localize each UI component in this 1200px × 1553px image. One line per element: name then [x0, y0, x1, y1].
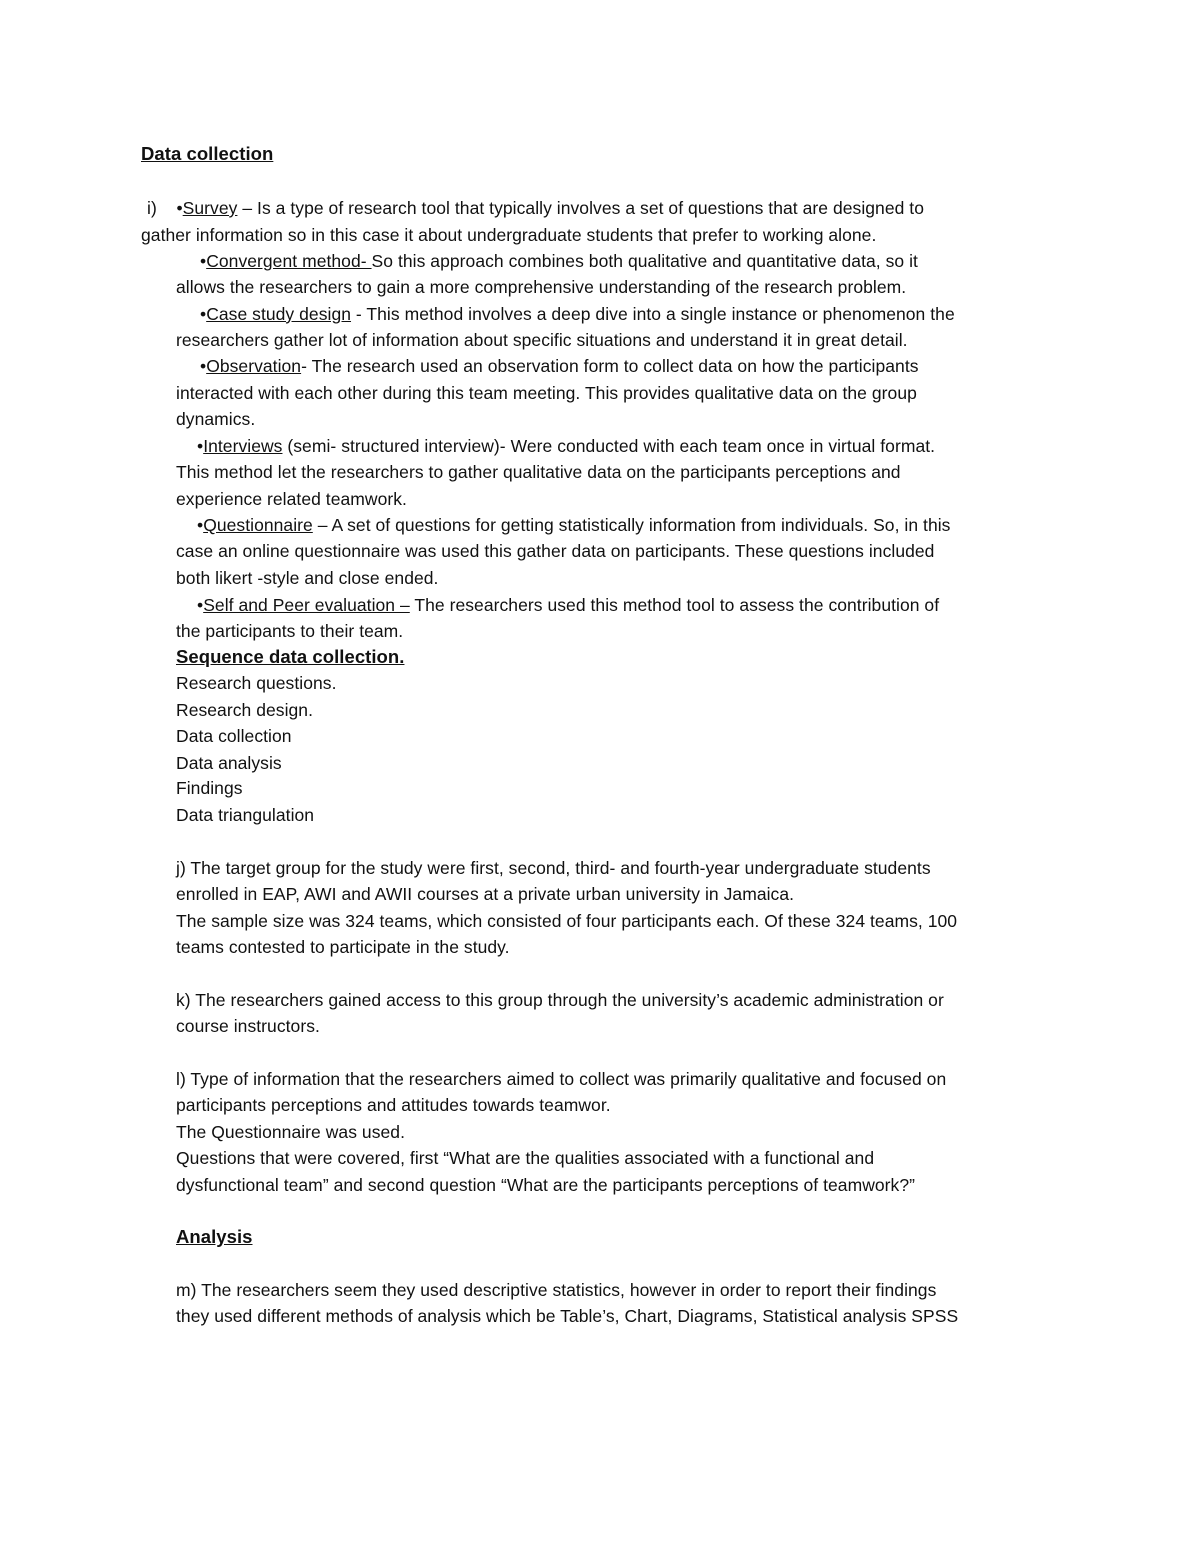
interviews-line-3: experience related teamwork.	[176, 489, 407, 509]
section-k-line-1: k) The researchers gained access to this group through the university’s academic administration or	[176, 990, 944, 1010]
interviews-label: Interviews	[203, 436, 283, 456]
observation-line-2: interacted with each other during this team meeting. This provides qualitative data on the group	[176, 383, 917, 403]
list-item: Research questions.	[176, 673, 337, 693]
section-l-line-1: l) Type of information that the researchers aimed to collect was primarily qualitative and focused on	[176, 1069, 947, 1089]
case-study-label: Case study design	[206, 304, 352, 324]
interviews-line-1	[197, 433, 935, 459]
list-marker: i)	[147, 198, 157, 218]
interviews-text: (semi- structured interview)- Were conducted with each team once in virtual format.	[282, 436, 936, 456]
bullet: •	[197, 436, 204, 456]
list-item: Data triangulation	[176, 805, 315, 825]
case-study-line-1	[200, 301, 955, 327]
case-study-line-2: researchers gather lot of information about specific situations and understand it in great detail.	[176, 330, 908, 350]
bullet: •	[197, 595, 204, 615]
section-l-line-4: Questions that were covered, first “What are the qualities associated with a functional and	[176, 1148, 875, 1168]
survey-text: – Is a type of research tool that typically involves a set of questions that are designed to	[237, 198, 925, 218]
bullet: •	[200, 251, 207, 271]
observation-line-1	[200, 353, 919, 379]
survey-line-1	[147, 195, 924, 221]
section-j-line-1: j) The target group for the study were first, second, third- and fourth-year undergraduate students	[176, 858, 931, 878]
section-m-line-2: they used different methods of analysis which be Table’s, Chart, Diagrams, Statistical analysis SPSS	[176, 1306, 959, 1326]
interviews-line-2: This method let the researchers to gather qualitative data on the participants perceptions and	[176, 462, 901, 482]
section-l-line-2: participants perceptions and attitudes towards teamwor.	[176, 1095, 611, 1115]
observation-label: Observation	[206, 356, 302, 376]
convergent-text: So this approach combines both qualitative and quantitative data, so it	[371, 251, 918, 271]
bullet: •	[200, 356, 207, 376]
heading-analysis: Analysis	[176, 1226, 253, 1247]
questionnaire-label: Questionnaire	[203, 515, 313, 535]
self-peer-label: Self and Peer evaluation –	[203, 595, 410, 615]
section-j-line-2: enrolled in EAP, AWI and AWII courses at a private urban university in Jamaica.	[176, 884, 795, 904]
questionnaire-text: – A set of questions for getting statistically information from individuals. So, in this	[312, 515, 951, 535]
self-peer-line-1	[197, 592, 939, 618]
list-item: Research design.	[176, 700, 313, 720]
list-item: Findings	[176, 778, 243, 798]
questionnaire-line-2: case an online questionnaire was used this gather data on participants. These questions included	[176, 541, 935, 561]
self-peer-line-2: the participants to their team.	[176, 621, 404, 641]
convergent-line-2: allows the researchers to gain a more comprehensive understanding of the research problem.	[176, 277, 907, 297]
convergent-label: Convergent method-	[206, 251, 372, 271]
section-j-line-4: teams contested to participate in the study.	[176, 937, 510, 957]
section-l-line-5: dysfunctional team” and second question “What are the participants perceptions of teamwork?”	[176, 1175, 916, 1195]
case-study-text: - This method involves a deep dive into a single instance or phenomenon the	[351, 304, 955, 324]
bullet: •	[176, 198, 183, 218]
survey-line-2: gather information so in this case it about undergraduate students that prefer to working alone.	[141, 225, 877, 245]
section-j-line-3: The sample size was 324 teams, which consisted of four participants each. Of these 324 teams, 100	[176, 911, 958, 931]
list-item: Data collection	[176, 726, 292, 746]
list-item: Data analysis	[176, 753, 282, 773]
bullet: •	[197, 515, 204, 535]
heading-sequence: Sequence data collection.	[176, 646, 405, 667]
heading-data-collection: Data collection	[141, 143, 274, 164]
survey-label: Survey	[182, 198, 238, 218]
bullet: •	[200, 304, 207, 324]
self-peer-text: The researchers used this method tool to assess the contribution of	[409, 595, 940, 615]
questionnaire-line-3: both likert -style and close ended.	[176, 568, 439, 588]
section-k-line-2: course instructors.	[176, 1016, 320, 1036]
observation-text: - The research used an observation form to collect data on how the participants	[301, 356, 919, 376]
section-l-line-3: The Questionnaire was used.	[176, 1122, 405, 1142]
convergent-line-1	[200, 248, 918, 274]
questionnaire-line-1	[197, 512, 950, 538]
observation-line-3: dynamics.	[176, 409, 256, 429]
section-m-line-1: m) The researchers seem they used descriptive statistics, however in order to report their findings	[176, 1280, 937, 1300]
